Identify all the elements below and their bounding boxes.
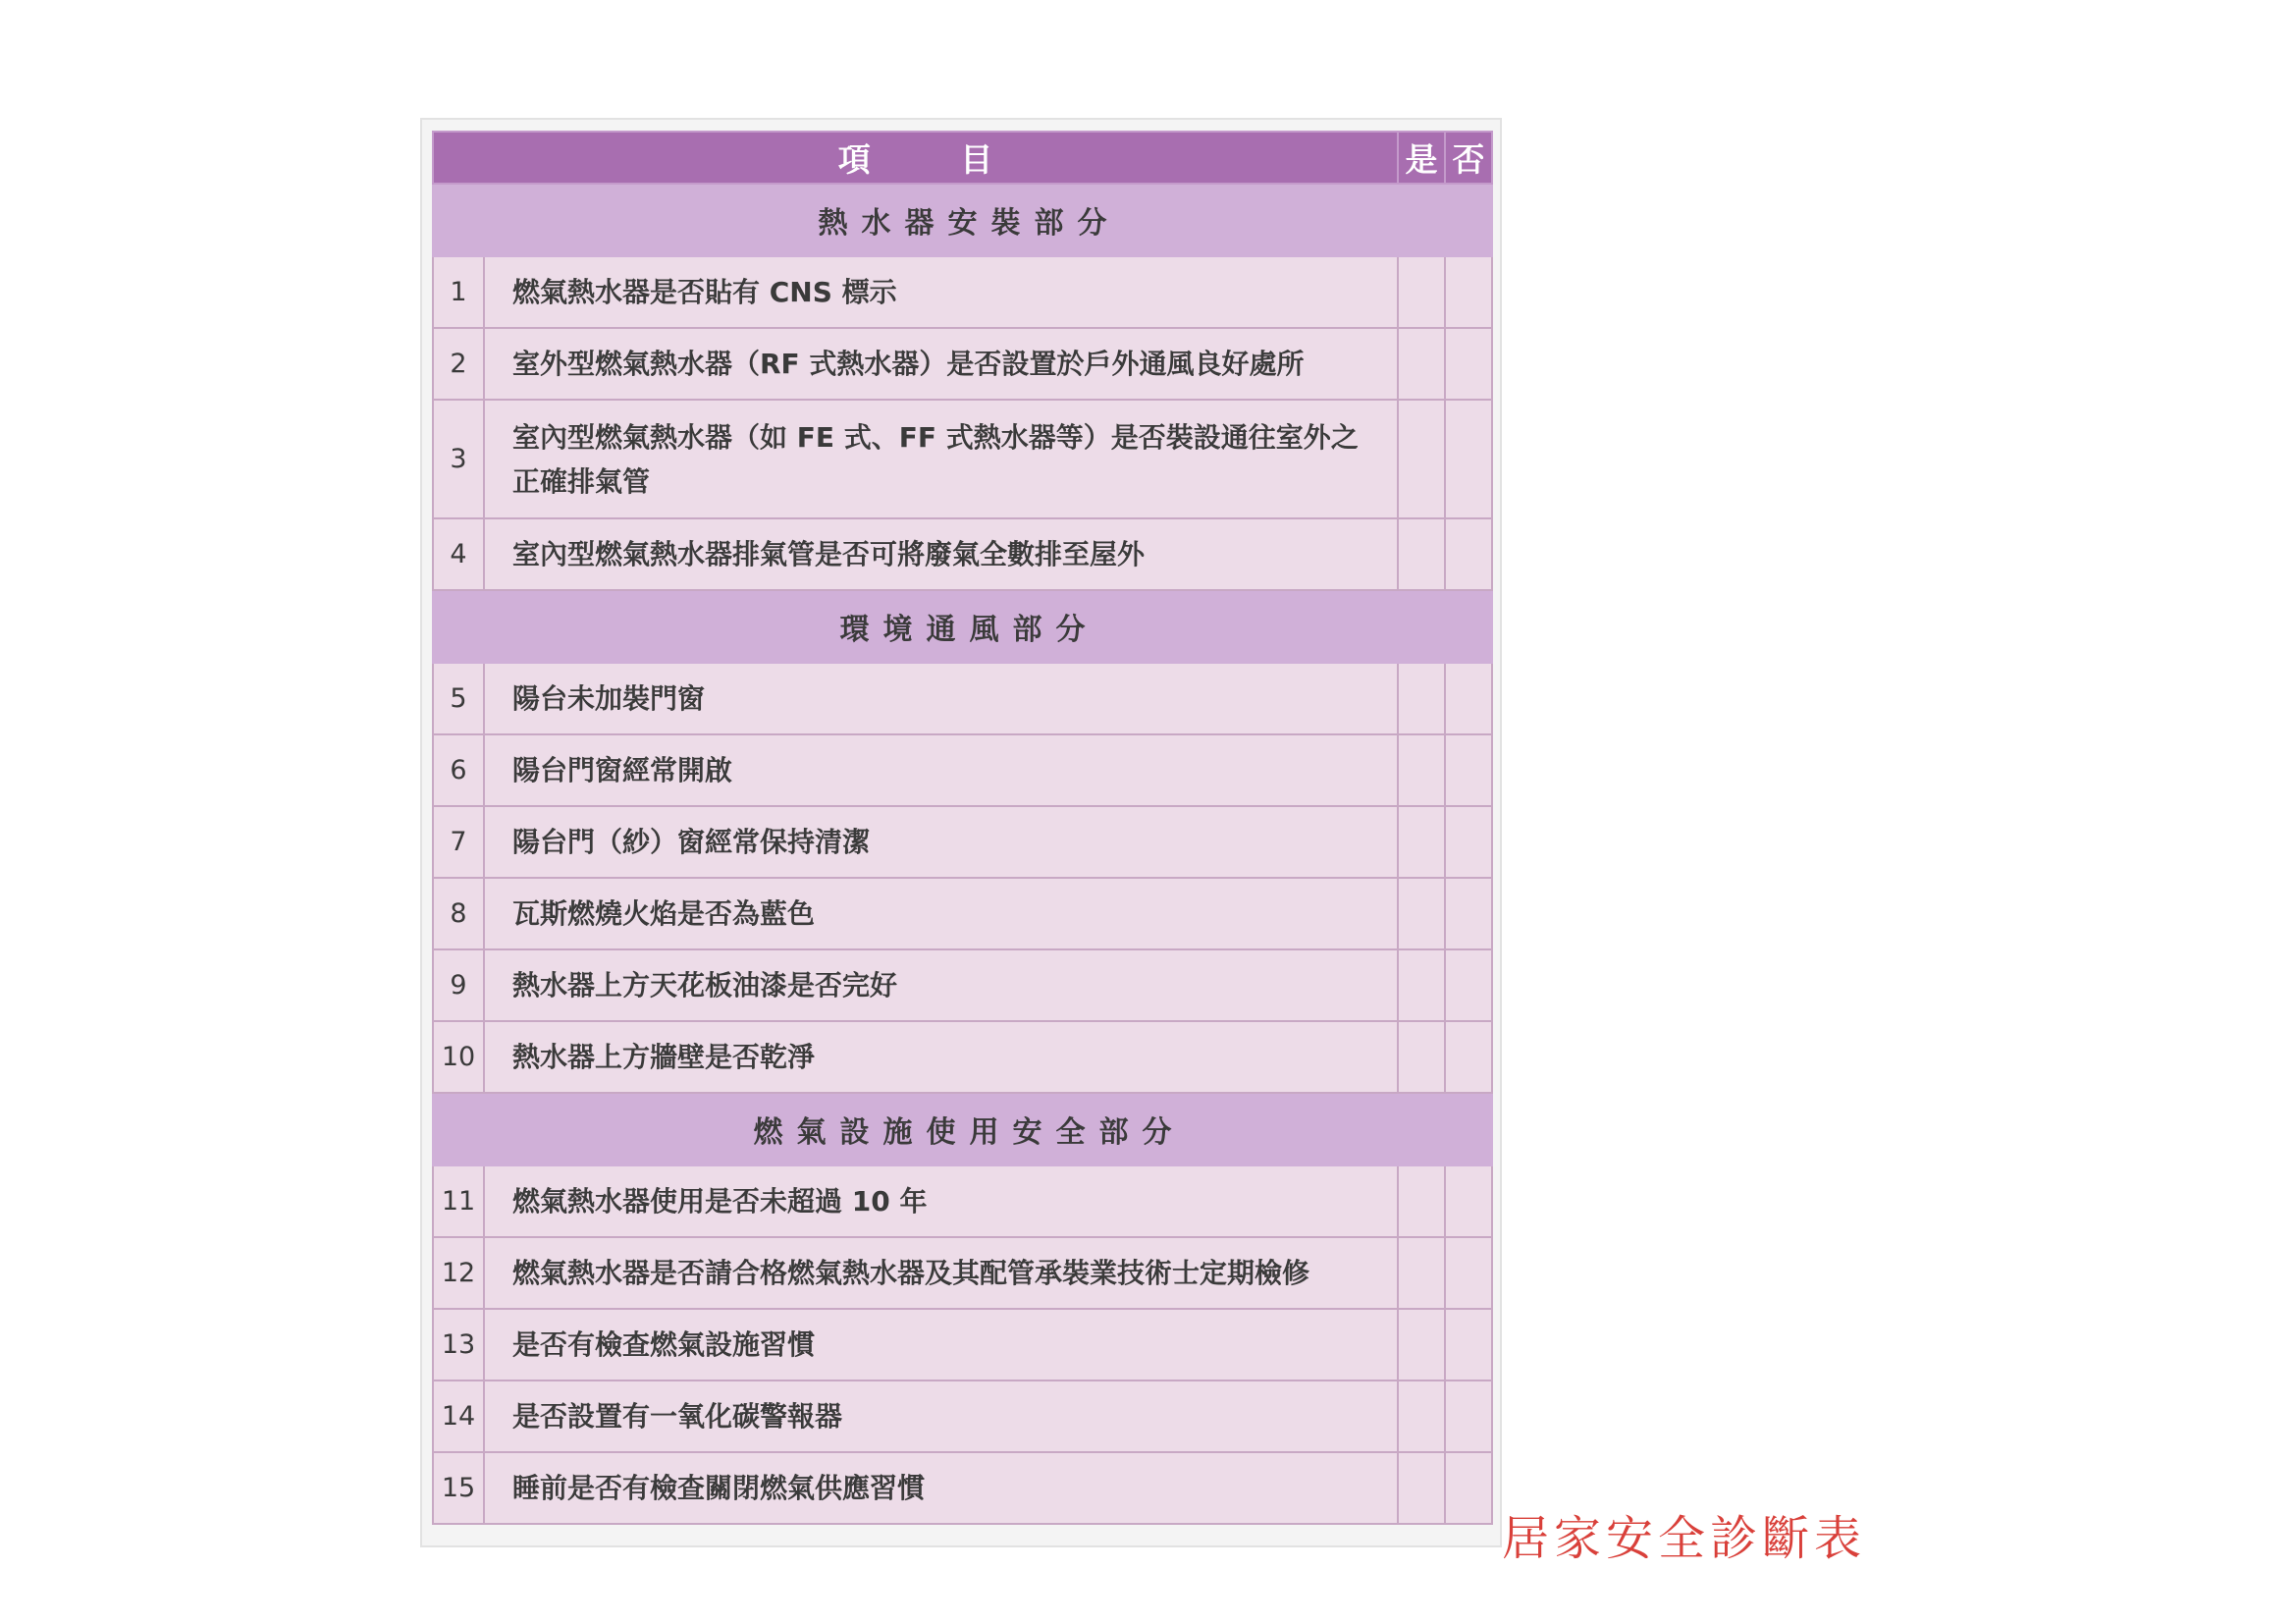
yes-checkbox-cell[interactable]: [1398, 256, 1445, 328]
row-number: 6: [433, 734, 484, 806]
no-checkbox-cell[interactable]: [1445, 663, 1492, 734]
table-row: [433, 663, 1492, 734]
section-title: 燃氣設施使用安全部分: [433, 1093, 1492, 1165]
yes-checkbox-cell[interactable]: [1398, 1452, 1445, 1524]
yes-checkbox-cell[interactable]: [1398, 328, 1445, 400]
yes-checkbox-cell[interactable]: [1398, 1165, 1445, 1237]
table-row: [433, 1237, 1492, 1309]
row-number: 11: [433, 1165, 484, 1237]
row-item-text: 室內型燃氣熱水器排氣管是否可將廢氣全數排至屋外: [484, 518, 1398, 590]
row-item-text: 燃氣熱水器使用是否未超過 10 年: [484, 1165, 1398, 1237]
row-number: 14: [433, 1380, 484, 1452]
table-row: [433, 878, 1492, 949]
no-column-header: 否: [1445, 132, 1492, 184]
section-header-row: [433, 1093, 1492, 1165]
row-item-text: 瓦斯燃燒火焰是否為藍色: [484, 878, 1398, 949]
yes-checkbox-cell[interactable]: [1398, 806, 1445, 878]
table-row: [433, 806, 1492, 878]
row-number: 4: [433, 518, 484, 590]
item-column-header: 項 目: [433, 132, 1398, 184]
row-item-text: 燃氣熱水器是否請合格燃氣熱水器及其配管承裝業技術士定期檢修: [484, 1237, 1398, 1309]
row-number: 8: [433, 878, 484, 949]
table-row: [433, 400, 1492, 518]
table-row: [433, 256, 1492, 328]
yes-checkbox-cell[interactable]: [1398, 734, 1445, 806]
no-checkbox-cell[interactable]: [1445, 328, 1492, 400]
yes-checkbox-cell[interactable]: [1398, 400, 1445, 518]
no-checkbox-cell[interactable]: [1445, 1237, 1492, 1309]
row-item-text: 燃氣熱水器是否貼有 CNS 標示: [484, 256, 1398, 328]
form-title-caption: 居家安全診斷表: [1502, 1511, 1867, 1566]
row-item-text: 陽台門窗經常開啟: [484, 734, 1398, 806]
row-number: 3: [433, 400, 484, 518]
row-number: 9: [433, 949, 484, 1021]
yes-checkbox-cell[interactable]: [1398, 1380, 1445, 1452]
no-checkbox-cell[interactable]: [1445, 878, 1492, 949]
no-checkbox-cell[interactable]: [1445, 1380, 1492, 1452]
section-header-row: [433, 590, 1492, 663]
no-checkbox-cell[interactable]: [1445, 400, 1492, 518]
row-number: 1: [433, 256, 484, 328]
no-checkbox-cell[interactable]: [1445, 949, 1492, 1021]
table-row: [433, 518, 1492, 590]
no-checkbox-cell[interactable]: [1445, 1165, 1492, 1237]
yes-checkbox-cell[interactable]: [1398, 949, 1445, 1021]
yes-checkbox-cell[interactable]: [1398, 1237, 1445, 1309]
yes-checkbox-cell[interactable]: [1398, 518, 1445, 590]
yes-checkbox-cell[interactable]: [1398, 1309, 1445, 1380]
table-row: [433, 734, 1492, 806]
table-row: [433, 1452, 1492, 1524]
row-number: 2: [433, 328, 484, 400]
row-number: 15: [433, 1452, 484, 1524]
row-item-text: 室外型燃氣熱水器（RF 式熱水器）是否設置於戶外通風良好處所: [484, 328, 1398, 400]
row-number: 10: [433, 1021, 484, 1093]
no-checkbox-cell[interactable]: [1445, 1309, 1492, 1380]
row-item-text: 室內型燃氣熱水器（如 FE 式、FF 式熱水器等）是否裝設通往室外之正確排氣管: [484, 400, 1398, 518]
table-row: [433, 1165, 1492, 1237]
no-checkbox-cell[interactable]: [1445, 1452, 1492, 1524]
section-header-row: [433, 184, 1492, 256]
row-item-text: 陽台未加裝門窗: [484, 663, 1398, 734]
no-checkbox-cell[interactable]: [1445, 1021, 1492, 1093]
row-item-text: 熱水器上方牆壁是否乾淨: [484, 1021, 1398, 1093]
table-row: [433, 1309, 1492, 1380]
row-item-text: 熱水器上方天花板油漆是否完好: [484, 949, 1398, 1021]
row-number: 7: [433, 806, 484, 878]
no-checkbox-cell[interactable]: [1445, 256, 1492, 328]
table-header-row: [433, 132, 1492, 184]
section-title: 熱水器安裝部分: [433, 184, 1492, 256]
row-number: 12: [433, 1237, 484, 1309]
yes-checkbox-cell[interactable]: [1398, 1021, 1445, 1093]
no-checkbox-cell[interactable]: [1445, 734, 1492, 806]
row-number: 5: [433, 663, 484, 734]
row-number: 13: [433, 1309, 484, 1380]
row-item-text: 睡前是否有檢查關閉燃氣供應習慣: [484, 1452, 1398, 1524]
row-item-text: 是否設置有一氧化碳警報器: [484, 1380, 1398, 1452]
no-checkbox-cell[interactable]: [1445, 518, 1492, 590]
table-row: [433, 1021, 1492, 1093]
row-item-text: 陽台門（紗）窗經常保持清潔: [484, 806, 1398, 878]
table-row: [433, 949, 1492, 1021]
no-checkbox-cell[interactable]: [1445, 806, 1492, 878]
section-title: 環境通風部分: [433, 590, 1492, 663]
table-row: [433, 1380, 1492, 1452]
row-item-text: 是否有檢查燃氣設施習慣: [484, 1309, 1398, 1380]
table-row: [433, 328, 1492, 400]
yes-checkbox-cell[interactable]: [1398, 878, 1445, 949]
yes-column-header: 是: [1398, 132, 1445, 184]
yes-checkbox-cell[interactable]: [1398, 663, 1445, 734]
safety-checklist-table: [432, 131, 1493, 1525]
